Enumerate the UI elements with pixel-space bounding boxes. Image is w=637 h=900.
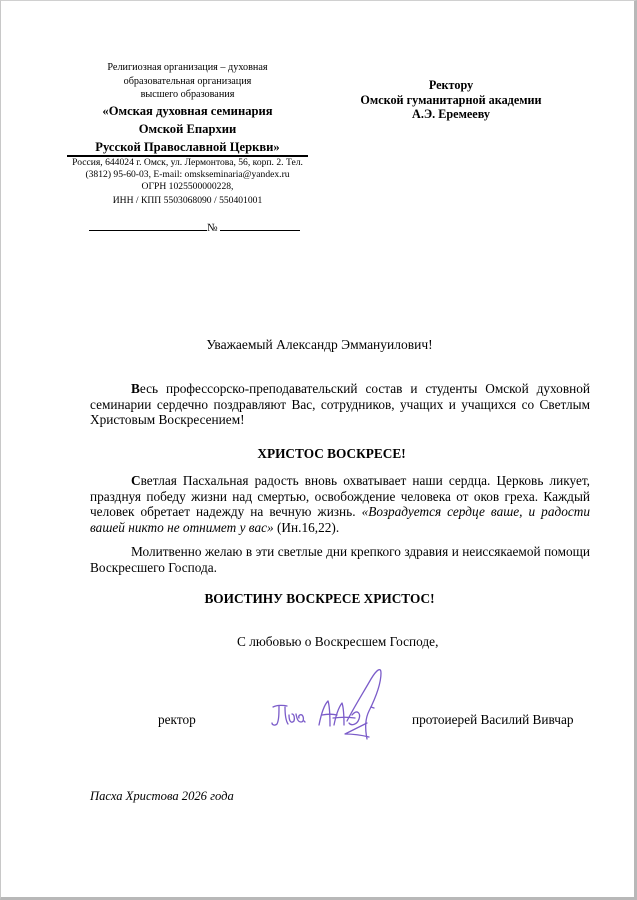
addressee-organization: Омской гуманитарной академии — [360, 92, 542, 107]
inn-kpp-line: ИНН / КПП 5503068090 / 550401001 — [112, 195, 263, 206]
outgoing-number-line — [89, 221, 304, 234]
closing-phrase: С любовью о Воскресшем Господе, — [237, 634, 439, 649]
scripture-quote: «Возрадуется сердце ваше, и радости вашей никто не отнимет у вас» — [90, 504, 590, 535]
org-name-line: Русской Православной Церкви» — [95, 139, 280, 154]
org-type-line: высшего образования — [140, 89, 235, 101]
paragraph-text: ветлая Пасхальная радость вновь охватывает наши сердца. Церковь ликует, празднуя победу жизни над смертью, освобождение человека от оков греха. Каждый человек обретает надежду на вечную жизнь. — [90, 473, 590, 520]
org-name-line: «Омская духовная семинария — [102, 103, 273, 118]
org-type-line: Религиозная организация – духовная — [107, 62, 268, 73]
address-line: Россия, 644024 г. Омск, ул. Лермонтова, 56, корп. 2. Тел. — [72, 157, 303, 168]
number-sign: № — [207, 222, 218, 234]
sender-organization-block — [61, 61, 314, 156]
paragraph-text: Молитвенно желаю в эти светлые дни крепкого здравия и неиссякаемой помощи Воскресшего Господа. — [90, 544, 590, 575]
org-type-line: образовательная организация — [123, 75, 252, 87]
addressee-block — [341, 78, 561, 122]
paragraph-wishes — [90, 544, 590, 575]
scripture-reference: (Ин.16,22). — [273, 519, 340, 535]
addressee-title: Ректору — [428, 78, 474, 92]
handwritten-signature-icon — [267, 663, 397, 741]
paragraph-initial: В — [131, 381, 140, 396]
contact-line: (3812) 95-60-03, E-mail: omskseminaria@yandex.ru — [85, 169, 290, 180]
ogrn-line: ОГРН 1025500000228, — [141, 181, 234, 192]
salutation: Уважаемый Александр Эммануилович! — [206, 337, 433, 352]
paragraph-initial: С — [131, 473, 141, 488]
signatory-name: протоиерей Василий Вивчар — [412, 712, 574, 727]
sender-requisites — [61, 157, 314, 207]
heading-truly-risen: ВОИСТИНУ ВОСКРЕСЕ ХРИСТОС! — [204, 591, 435, 606]
date-blank — [89, 221, 207, 231]
letter-date: Пасха Христова 2026 года — [90, 789, 234, 803]
org-name-line: Омской Епархии — [138, 121, 237, 136]
number-blank — [220, 221, 300, 231]
paragraph-paschal-joy — [90, 473, 590, 535]
paragraph-congratulation — [90, 381, 590, 428]
signatory-title: ректор — [158, 712, 196, 727]
paragraph-text: есь профессорско-преподавательский состав и студенты Омской духовной семинарии сердечно поздравляют Вас, сотрудников, учащих и учащихся со Светлым Христовым Воскресением! — [90, 381, 590, 428]
heading-christ-is-risen: ХРИСТОС ВОСКРЕСЕ! — [257, 446, 406, 461]
addressee-name: А.Э. Еремееву — [412, 107, 490, 121]
